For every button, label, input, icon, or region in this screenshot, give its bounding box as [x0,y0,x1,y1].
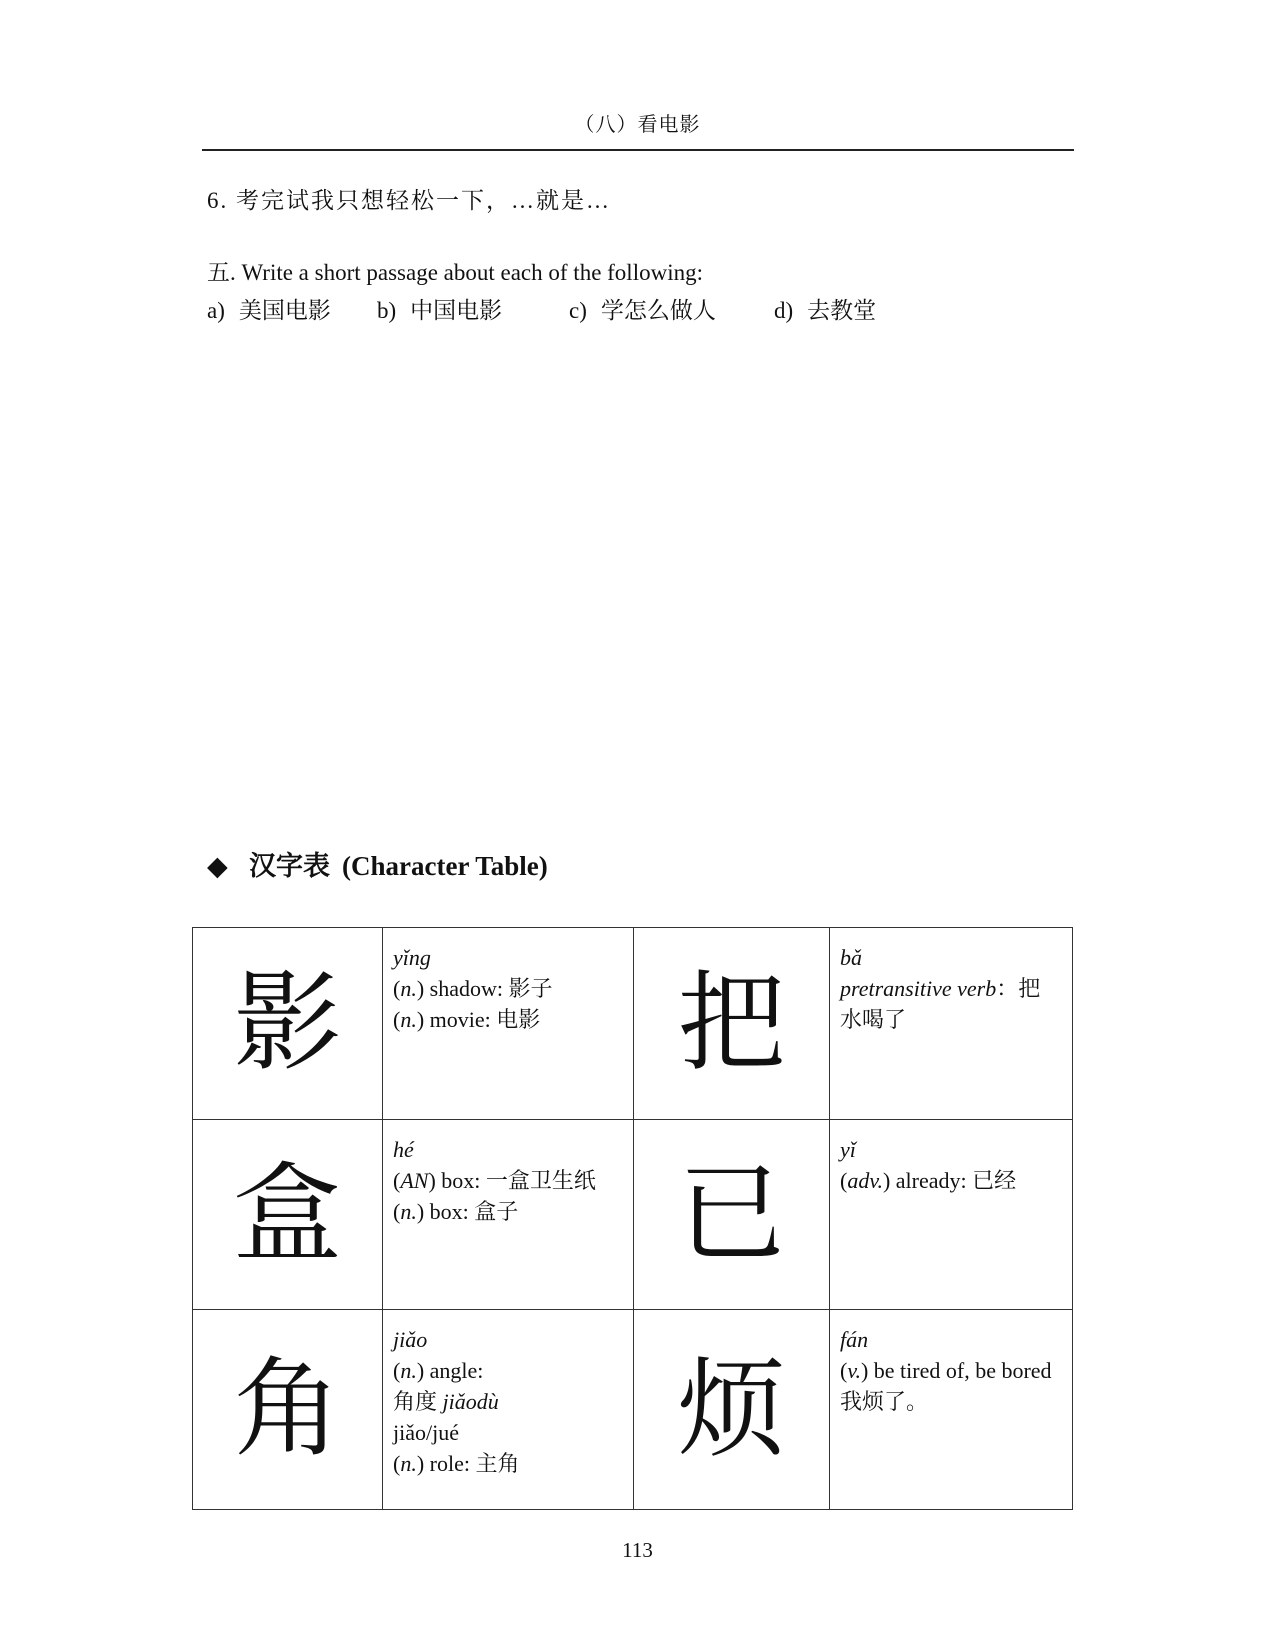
definition-cell [383,1310,634,1510]
definition-line: (n.) shadow: 影子 [393,976,553,1001]
table-row [193,1310,1073,1510]
character-cell: 烦 [634,1310,830,1510]
topic-option-d: d) 去教堂 [774,298,877,323]
definition-cell [383,1120,634,1310]
topic-option-c: c) 学怎么做人 [569,298,716,323]
definition-line: pretransitive verb：把水喝了 [840,976,1041,1032]
character-cell: 把 [634,928,830,1120]
definition-line: (adv.) already: 已经 [840,1168,1017,1193]
page-number: 113 [622,1538,653,1562]
definition-line: (v.) be tired of, be bored [840,1358,1052,1383]
table-row [193,928,1073,1120]
definition-cell [383,928,634,1120]
heading-en: (Character Table) [342,851,548,881]
character-cell: 已 [634,1120,830,1310]
pinyin: jiǎo [393,1327,428,1352]
header-rule [202,149,1074,151]
pinyin: bǎ [840,945,862,970]
running-header: （八）看电影 [574,114,701,136]
character-cell: 角 [193,1310,383,1510]
definition-line: (AN) box: 一盒卫生纸 [393,1168,596,1193]
definition-line: (n.) movie: 电影 [393,1007,541,1032]
definition-line: 角度 jiǎodù [393,1389,499,1414]
definition-cell [830,1310,1073,1510]
diamond-bullet-icon: ◆ [207,851,228,881]
heading-zh: 汉字表 [249,851,330,881]
pinyin: hé [393,1137,414,1162]
character-cell: 盒 [193,1120,383,1310]
pinyin: yǐ [840,1137,856,1162]
character-table [192,927,1073,1510]
pinyin: yǐng [393,945,431,970]
character-table-heading [207,844,548,883]
character-cell: 影 [193,928,383,1120]
section-five-text: Write a short passage about each of the following: [241,260,703,285]
pinyin: fán [840,1327,869,1352]
definition-line: (n.) role: 主角 [393,1451,520,1476]
exercise-item-6: 6. 考完试我只想轻松一下，…就是… [207,188,611,213]
section-five-label: 五. [207,260,236,285]
definition-line: jiǎo/jué [393,1420,459,1445]
table-row [193,1120,1073,1310]
definition-line: (n.) box: 盒子 [393,1199,519,1224]
definition-cell [830,1120,1073,1310]
topic-option-b: b) 中国电影 [377,298,503,323]
section-five-instruction [207,254,703,287]
topic-option-a: a) 美国电影 [207,298,331,323]
definition-line: (n.) angle: [393,1358,484,1383]
definition-cell [830,928,1073,1120]
definition-line: 我烦了。 [840,1389,929,1414]
